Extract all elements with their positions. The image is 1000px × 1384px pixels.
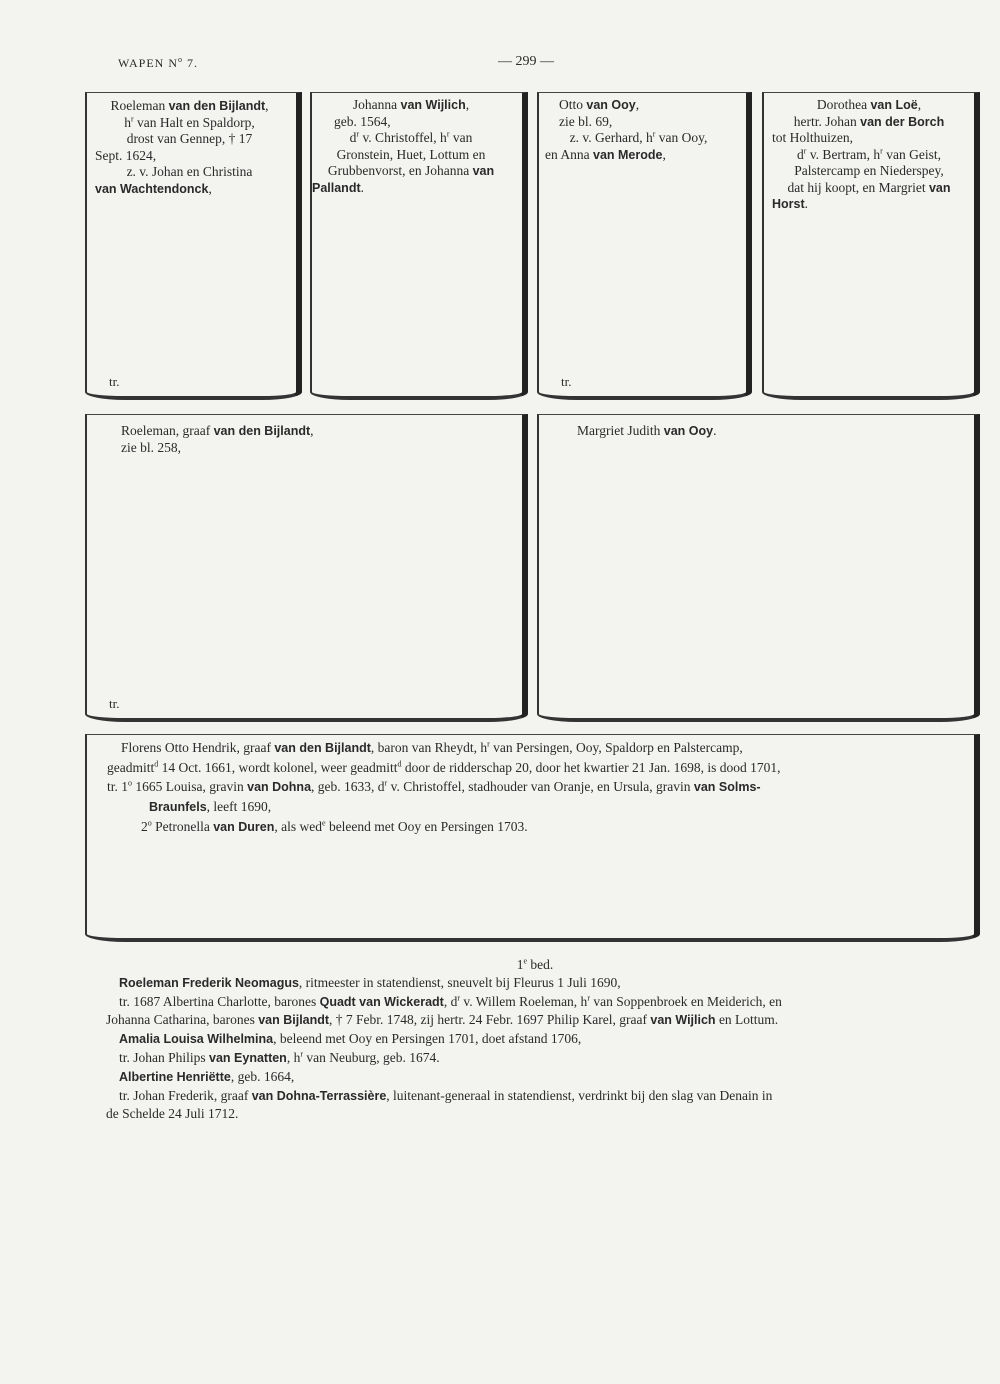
box-line: van Wachtendonck, — [95, 180, 212, 196]
ancestor-box-johanna — [310, 92, 528, 400]
box-line: Pallandt. — [312, 179, 364, 195]
child-entry: Albertine Henriëtte, geb. 1664, — [119, 1068, 295, 1084]
box-line: drost van Gennep, † 17 — [126, 131, 253, 146]
child-entry-line: tr. Johan Frederik, graaf van Dohna-Terrassière, luitenant-generaal in statendienst, verdrinkt bij den slag van Denain in — [119, 1087, 773, 1103]
box-line: geb. 1564, — [334, 113, 391, 129]
box-line: tr. 1$^o$ 1665 Louisa, gravin van Dohna, geb. 1633, $d^r$ v. Christoffel, stadhouder van Oranje, en Ursula, gravin van Solms- — [107, 778, 761, 794]
ancestor-box-otto — [537, 92, 752, 400]
box-line: tot Holthuizen, — [772, 130, 853, 145]
child-entry: Amalia Louisa Wilhelmina, beleend met Ooy en Persingen 1701, doet afstand 1706, — [119, 1031, 582, 1047]
box-line: Braunfels, leeft 1690, — [149, 799, 272, 814]
box-line: zie bl. 258, — [121, 439, 181, 455]
box-line: Johanna van Wijlich, — [352, 97, 470, 112]
box-line: Sept. 1624, — [95, 147, 157, 163]
box-content — [87, 93, 296, 197]
wapen-label — [118, 56, 198, 71]
child-entry-line: tr. 1687 Albertina Charlotte, barones Quadt van Wickeradt, $d^r$ v. Willem Roeleman, $h^r$ van Soppenbroek en Meiderich, en — [119, 993, 782, 1009]
box-content — [539, 93, 746, 163]
box-line: zie bl. 69, — [559, 113, 613, 129]
box-line: 2$^o$ Petronella van Duren, als wed$^e$ beleend met Ooy en Persingen 1703. — [141, 818, 528, 834]
box-line: Florens Otto Hendrik, graaf van den Bijlandt, baron van Rheydt, $h^r$ van Persingen, Ooy, Spaldorp en Palstercamp, — [121, 739, 743, 755]
box-florens-otto-hendrik — [85, 734, 980, 942]
box-line: en Anna van Merode, — [545, 146, 666, 162]
box-line: z. v. Johan en Christina — [126, 164, 253, 179]
children-section — [106, 956, 964, 1123]
box-line: $d^r$ v. Bertram, $h^r$ van Geist, — [797, 146, 941, 162]
box-line: hertr. Johan van der Borch — [793, 113, 945, 129]
box-line: Margriet Judith van Ooy. — [577, 423, 717, 438]
tr-label: tr. — [109, 373, 120, 389]
child-entry-line: Johanna Catharina, barones van Bijlandt, † 7 Febr. 1748, zij hertr. 24 Febr. 1697 Philip Karel, graaf van Wijlich en Lottum. — [106, 1012, 779, 1028]
child-entry-line: de Schelde 24 Juli 1712. — [106, 1106, 239, 1122]
box-line: Dorothea van Loë, — [816, 97, 922, 112]
box-line: Otto van Ooy, — [559, 97, 640, 112]
page-header — [0, 56, 1000, 76]
box-line: dat hij koopt, en Margriet van — [787, 179, 951, 195]
box-line: z. v. Gerhard, $h^r$ van Ooy, — [569, 129, 708, 145]
box-content — [539, 415, 974, 440]
tr-label: tr. — [109, 695, 120, 711]
box-line: Gronstein, Huet, Lottum en — [336, 146, 486, 162]
box-line: Palstercamp en Niederspey, — [794, 163, 944, 178]
box-content — [87, 415, 522, 456]
wapen-number: 7. — [187, 56, 198, 70]
wapen-prefix: WAPEN N — [118, 56, 178, 70]
box-line: $d^r$ v. Christoffel, $h^r$ van — [349, 129, 473, 145]
box-content — [312, 93, 522, 196]
box-content — [87, 735, 974, 837]
box-line: Grubbenvorst, en Johanna van — [327, 163, 495, 178]
box-line: Roeleman van den Bijlandt, — [110, 98, 269, 113]
bed-heading: 1e bed. — [516, 956, 554, 972]
box-line: geadmitt$^d$ 14 Oct. 1661, wordt kolonel, weer geadmitt$^d$ door de ridderschap 20, door het kwartier 21 Jan. 1698, is dood 1701, — [107, 759, 781, 775]
box-line: $h^r$ van Halt en Spaldorp, — [124, 114, 255, 130]
box-line: Horst. — [772, 196, 809, 211]
box-line: Roeleman, graaf van den Bijlandt, — [121, 423, 314, 438]
box-content — [764, 93, 974, 213]
child-entry: Roeleman Frederik Neomagus, ritmeester in statendienst, sneuvelt bij Fleurus 1 Juli 1690, — [119, 974, 621, 990]
ancestor-box-dorothea — [762, 92, 980, 400]
box-margriet-judith — [537, 414, 980, 722]
ancestor-box-roeleman — [85, 92, 302, 400]
page-number: — 299 — — [498, 54, 554, 69]
tr-label: tr. — [561, 373, 572, 389]
child-entry-line: tr. Johan Philips van Eynatten, $h^r$ van Neuburg, geb. 1674. — [119, 1049, 440, 1065]
wapen-sup: o — [178, 55, 183, 64]
box-roeleman-graaf — [85, 414, 528, 722]
